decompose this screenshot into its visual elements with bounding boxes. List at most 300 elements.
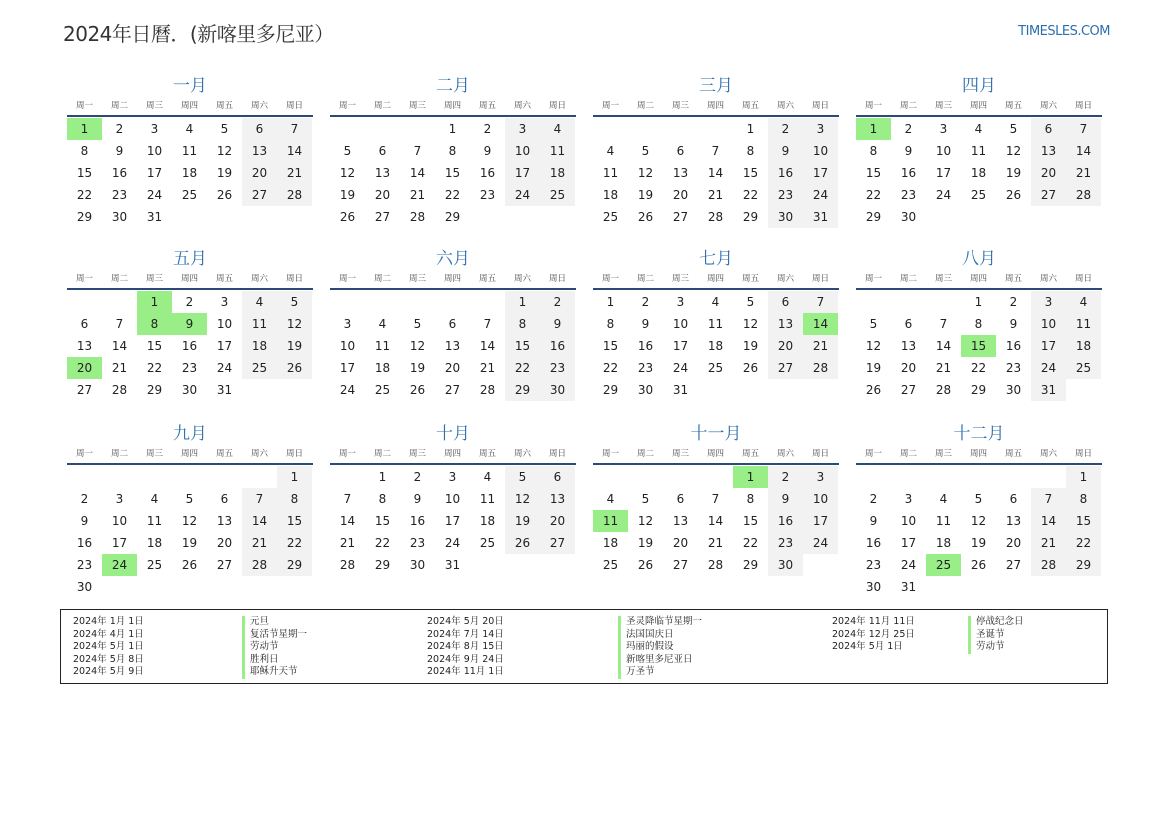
empty-cell [663,466,698,488]
day-cell: 4 [939,492,948,506]
day-cell: 25 [181,188,198,202]
day-cell: 20 [672,188,689,202]
weekday-label: 周二 [373,449,391,459]
weekday-header [856,271,1102,290]
day-cell: 18 [707,339,724,353]
day-cell: 28 [409,210,426,224]
day-cell: 11 [479,492,496,506]
month-block [67,247,313,422]
day-cell: 25 [602,558,619,572]
day-grid [330,291,576,401]
day-cell: 21 [111,361,128,375]
weekday-label: 周六 [1039,449,1057,459]
day-cell: 28 [1066,184,1101,206]
weekday-label: 周三 [145,274,163,284]
day-cell: 18 [181,166,198,180]
empty-cell [400,291,435,313]
legend-holiday-name: 法国国庆日 [618,629,702,642]
legend-names-1 [242,616,307,679]
day-cell: 12 [216,144,233,158]
weekday-label: 周六 [513,449,531,459]
weekday-label: 周一 [75,449,93,459]
day-cell: 19 [216,166,233,180]
day-cell: 22 [742,536,759,550]
day-cell: 31 [146,210,163,224]
day-cell: 16 [409,514,426,528]
day-cell: 19 [865,361,882,375]
day-cell: 22 [865,188,882,202]
weekday-label: 周日 [285,101,303,111]
weekday-label: 周五 [741,449,759,459]
day-cell: 16 [479,166,496,180]
weekday-label: 周六 [513,274,531,284]
day-cell: 14 [277,140,312,162]
day-cell: 21 [479,361,496,375]
day-cell: 15 [742,166,759,180]
page-title: 2024年日曆．(新喀里多尼亚） [63,22,334,46]
day-cell: 23 [900,188,917,202]
day-cell: 24 [339,383,356,397]
weekday-label: 周三 [408,274,426,284]
weekday-label: 周二 [110,449,128,459]
day-cell: 30 [76,580,93,594]
day-cell: 1 [1066,466,1101,488]
day-cell: 17 [900,536,917,550]
month-block [856,74,1102,247]
day-cell: 2 [540,291,575,313]
day-cell: 30 [540,379,575,401]
day-cell: 14 [339,514,356,528]
weekday-label: 周日 [1074,101,1092,111]
day-cell: 12 [970,514,987,528]
legend-date: 2024年 5月 8日 [73,653,144,665]
day-grid [856,291,1102,401]
day-cell: 12 [339,166,356,180]
day-cell: 12 [865,339,882,353]
day-cell: 30 [1005,383,1022,397]
weekday-label: 周二 [110,101,128,111]
holiday-day-cell: 14 [803,313,838,335]
day-cell: 4 [606,144,615,158]
day-cell: 9 [80,514,89,528]
day-cell: 17 [672,339,689,353]
empty-cell [1031,466,1066,488]
month-title: 三月 [699,76,733,96]
weekday-label: 周五 [1004,101,1022,111]
day-cell: 12 [181,514,198,528]
day-cell: 26 [339,210,356,224]
legend-date: 2024年 11月 1日 [427,666,504,677]
day-cell: 30 [637,383,654,397]
empty-cell [102,291,137,313]
weekday-label: 周三 [145,101,163,111]
day-cell: 29 [742,210,759,224]
day-cell: 5 [869,317,878,331]
day-cell: 8 [606,317,615,331]
month-block [593,422,839,597]
day-cell: 27 [768,357,803,379]
weekday-label: 周一 [864,101,882,111]
empty-cell [961,466,996,488]
legend-names-2 [618,616,702,679]
legend-dates-1 [73,616,144,679]
day-cell: 8 [1066,488,1101,510]
weekday-header [593,446,839,465]
day-cell: 28 [707,558,724,572]
day-cell: 19 [409,361,426,375]
day-cell: 24 [505,184,540,206]
weekday-header [330,98,576,117]
legend-dates-2 [427,616,504,679]
day-cell: 7 [803,291,838,313]
day-cell: 30 [768,206,803,228]
day-cell: 3 [803,466,838,488]
day-cell: 6 [1031,118,1066,140]
day-cell: 25 [242,357,277,379]
weekday-label: 周三 [408,101,426,111]
month-title: 四月 [962,76,996,96]
day-cell: 13 [76,339,93,353]
day-grid [593,466,839,576]
weekday-label: 周二 [899,449,917,459]
empty-cell [207,466,242,488]
day-cell: 18 [242,335,277,357]
month-block [593,74,839,247]
day-cell: 2 [80,492,89,506]
legend-date: 2024年 9月 24日 [427,653,504,665]
day-cell: 8 [746,492,755,506]
day-cell: 18 [970,166,987,180]
weekday-label: 周六 [250,274,268,284]
day-cell: 31 [672,383,689,397]
day-cell: 30 [900,210,917,224]
day-cell: 12 [742,317,759,331]
day-grid [593,118,839,228]
day-cell: 22 [444,188,461,202]
day-cell: 23 [181,361,198,375]
day-cell: 4 [242,291,277,313]
weekday-label: 周一 [75,274,93,284]
holiday-day-cell: 11 [593,510,628,532]
day-cell: 14 [111,339,128,353]
legend-holiday-name: 圣诞节 [968,629,1024,642]
legend-date: 2024年 4月 1日 [73,628,144,640]
day-cell: 2 [641,295,650,309]
weekday-label: 周日 [811,274,829,284]
day-cell: 15 [505,335,540,357]
day-cell: 21 [1066,162,1101,184]
month-title: 二月 [436,76,470,96]
day-cell: 11 [540,140,575,162]
day-cell: 25 [602,210,619,224]
day-cell: 12 [277,313,312,335]
day-cell: 5 [746,295,755,309]
weekday-label: 周四 [969,101,987,111]
day-cell: 11 [707,317,724,331]
day-cell: 26 [409,383,426,397]
day-cell: 15 [146,339,163,353]
day-cell: 10 [935,144,952,158]
day-cell: 16 [111,166,128,180]
day-cell: 28 [707,210,724,224]
legend-holiday-name: 劳动节 [968,641,1024,654]
day-cell: 21 [1031,532,1066,554]
empty-cell [330,466,365,488]
day-cell: 27 [76,383,93,397]
day-cell: 7 [413,144,422,158]
day-cell: 6 [1009,492,1018,506]
day-cell: 24 [803,532,838,554]
day-cell: 2 [413,470,422,484]
day-cell: 23 [111,188,128,202]
day-cell: 15 [742,514,759,528]
day-cell: 2 [768,466,803,488]
empty-cell [628,466,663,488]
day-cell: 25 [146,558,163,572]
weekday-label: 周一 [75,101,93,111]
day-cell: 1 [448,122,457,136]
day-cell: 3 [939,122,948,136]
weekday-header [67,98,313,117]
day-cell: 9 [1009,317,1018,331]
day-cell: 2 [185,295,194,309]
day-cell: 8 [448,144,457,158]
empty-cell [137,466,172,488]
day-cell: 7 [343,492,352,506]
weekday-label: 周二 [373,101,391,111]
weekday-label: 周一 [601,449,619,459]
day-cell: 3 [343,317,352,331]
day-cell: 3 [676,295,685,309]
weekday-label: 周五 [478,274,496,284]
day-cell: 31 [1031,379,1066,401]
month-title: 七月 [699,249,733,269]
weekday-label: 周五 [215,101,233,111]
legend-date: 2024年 12月 25日 [832,628,915,640]
day-cell: 31 [900,580,917,594]
day-cell: 26 [637,558,654,572]
empty-cell [435,291,470,313]
day-cell: 13 [444,339,461,353]
day-cell: 24 [444,536,461,550]
day-cell: 10 [803,488,838,510]
day-cell: 27 [444,383,461,397]
day-cell: 5 [974,492,983,506]
site-logo[interactable]: TIMESLES.COM [1018,24,1110,39]
day-cell: 14 [707,166,724,180]
day-cell: 14 [409,166,426,180]
day-cell: 29 [602,383,619,397]
month-title: 五月 [173,249,207,269]
month-block [330,74,576,247]
day-cell: 30 [181,383,198,397]
day-cell: 20 [768,335,803,357]
day-grid [67,291,313,401]
empty-cell [330,118,365,140]
holiday-day-cell: 15 [961,335,996,357]
day-cell: 19 [339,188,356,202]
legend-date: 2024年 1月 1日 [73,616,144,627]
weekday-label: 周五 [1004,449,1022,459]
day-cell: 3 [448,470,457,484]
holiday-day-cell: 24 [102,554,137,576]
legend-holiday-name: 新喀里多尼亚日 [618,654,702,667]
empty-cell [926,466,961,488]
day-cell: 23 [637,361,654,375]
day-cell: 8 [869,144,878,158]
empty-cell [698,118,733,140]
weekday-label: 周五 [741,274,759,284]
day-cell: 4 [1066,291,1101,313]
day-cell: 3 [220,295,229,309]
legend-holiday-name: 元旦 [242,616,307,629]
day-cell: 20 [444,361,461,375]
month-title: 十月 [436,424,470,444]
day-cell: 24 [803,184,838,206]
day-cell: 12 [637,514,654,528]
day-cell: 28 [803,357,838,379]
day-cell: 7 [483,317,492,331]
day-cell: 1 [378,470,387,484]
day-cell: 27 [672,558,689,572]
day-cell: 13 [768,313,803,335]
day-cell: 9 [768,140,803,162]
legend-holiday-name: 玛丽的假设 [618,641,702,654]
day-cell: 14 [242,510,277,532]
weekday-label: 周日 [811,101,829,111]
weekday-header [856,446,1102,465]
weekday-label: 周日 [285,449,303,459]
day-cell: 2 [115,122,124,136]
day-cell: 9 [483,144,492,158]
holiday-day-cell: 8 [137,313,172,335]
legend-date: 2024年 11月 11日 [832,616,915,627]
weekday-label: 周三 [671,449,689,459]
holiday-day-cell: 20 [67,357,102,379]
day-cell: 18 [602,188,619,202]
day-cell: 28 [277,184,312,206]
day-cell: 5 [343,144,352,158]
day-cell: 21 [707,536,724,550]
day-cell: 1 [277,466,312,488]
day-cell: 10 [803,140,838,162]
month-block [593,247,839,422]
day-cell: 11 [146,514,163,528]
day-cell: 30 [409,558,426,572]
day-cell: 26 [970,558,987,572]
weekday-label: 周六 [776,449,794,459]
weekday-label: 周四 [443,449,461,459]
day-cell: 15 [76,166,93,180]
day-cell: 24 [900,558,917,572]
day-cell: 19 [277,335,312,357]
weekday-label: 周二 [899,274,917,284]
holiday-legend [60,609,1108,684]
empty-cell [996,466,1031,488]
day-cell: 2 [869,492,878,506]
weekday-label: 周五 [478,101,496,111]
empty-cell [856,291,891,313]
day-cell: 22 [1066,532,1101,554]
holiday-day-cell: 1 [733,466,768,488]
day-cell: 16 [900,166,917,180]
day-cell: 28 [339,558,356,572]
day-cell: 6 [676,144,685,158]
holiday-day-cell: 1 [856,118,891,140]
day-cell: 2 [483,122,492,136]
day-cell: 1 [974,295,983,309]
day-cell: 17 [935,166,952,180]
day-cell: 11 [935,514,952,528]
weekday-label: 周六 [1039,274,1057,284]
day-cell: 13 [672,166,689,180]
day-cell: 6 [242,118,277,140]
weekday-label: 周三 [408,449,426,459]
legend-holiday-name: 圣灵降临节星期一 [618,616,702,629]
weekday-header [593,271,839,290]
weekday-label: 周一 [338,449,356,459]
day-cell: 24 [216,361,233,375]
weekday-label: 周六 [776,274,794,284]
day-cell: 22 [742,188,759,202]
legend-date: 2024年 5月 20日 [427,616,504,627]
day-cell: 16 [1005,339,1022,353]
weekday-label: 周三 [671,101,689,111]
weekday-label: 周四 [969,274,987,284]
day-cell: 21 [242,532,277,554]
day-cell: 17 [339,361,356,375]
day-cell: 13 [216,514,233,528]
month-block [856,247,1102,422]
day-cell: 18 [146,536,163,550]
weekday-label: 周日 [1074,274,1092,284]
day-grid [593,291,839,401]
day-cell: 16 [768,162,803,184]
day-grid [330,118,576,228]
day-cell: 4 [974,122,983,136]
day-cell: 23 [479,188,496,202]
day-cell: 21 [707,188,724,202]
day-cell: 11 [970,144,987,158]
day-cell: 28 [242,554,277,576]
day-cell: 8 [505,313,540,335]
day-cell: 24 [1031,357,1066,379]
weekday-label: 周四 [443,101,461,111]
day-cell: 12 [1005,144,1022,158]
holiday-day-cell: 1 [137,291,172,313]
day-cell: 14 [935,339,952,353]
day-cell: 26 [181,558,198,572]
day-cell: 19 [505,510,540,532]
day-cell: 28 [1031,554,1066,576]
day-cell: 20 [1031,162,1066,184]
day-cell: 14 [1031,510,1066,532]
day-grid [856,466,1102,598]
day-cell: 20 [374,188,391,202]
day-cell: 13 [1031,140,1066,162]
day-cell: 6 [220,492,229,506]
weekday-label: 周一 [864,449,882,459]
day-cell: 8 [277,488,312,510]
weekday-label: 周二 [899,101,917,111]
day-cell: 17 [803,162,838,184]
day-cell: 14 [1066,140,1101,162]
day-cell: 25 [1066,357,1101,379]
day-cell: 3 [150,122,159,136]
day-cell: 15 [374,514,391,528]
day-cell: 30 [768,554,803,576]
day-cell: 29 [277,554,312,576]
